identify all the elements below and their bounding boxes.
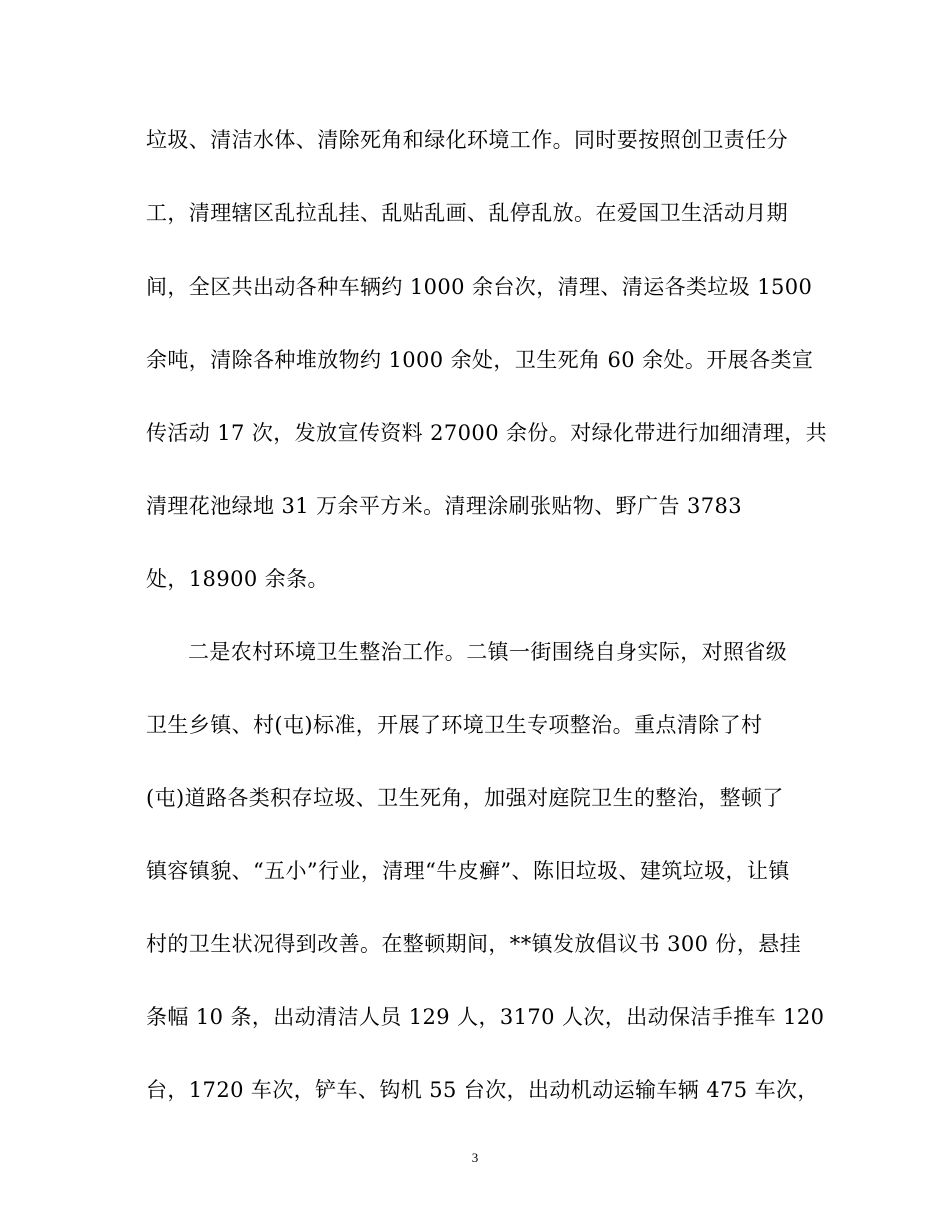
text-line: 间，全区共出动各种车辆约 1000 余台次，清理、清运各类垃圾 1500 [146,275,813,299]
text-line: 条幅 10 条，出动清洁人员 129 人，3170 人次，出动保洁手推车 120 [146,1005,825,1029]
text-line: 工，清理辖区乱拉乱挂、乱贴乱画、乱停乱放。在爱国卫生活动月期 [146,201,788,225]
text-line: 余吨，清除各种堆放物约 1000 余处，卫生死角 60 余处。开展各类宣 [146,348,814,372]
text-line: (屯)道路各类积存垃圾、卫生死角，加强对庭院卫生的整治，整顿了 [146,786,784,810]
text-line: 处，18900 余条。 [146,567,329,591]
paragraph-first-line: 二是农村环境卫生整治工作。二镇一街围绕自身实际，对照省级 [188,640,788,664]
text-line: 传活动 17 次，发放宣传资料 27000 余份。对绿化带进行加细清理，共 [146,421,828,445]
page-number: 3 [471,1150,479,1165]
text-line: 卫生乡镇、村(屯)标准，开展了环境卫生专项整治。重点清除了村 [146,713,763,737]
text-line: 清理花池绿地 31 万余平方米。清理涂刷张贴物、野广告 3783 [146,494,742,518]
text-line: 镇容镇貌、“五小”行业，清理“牛皮癣”、陈旧垃圾、建筑垃圾，让镇 [146,859,790,883]
text-line: 台，1720 车次，铲车、钩机 55 台次，出动机动运输车辆 475 车次， [146,1078,819,1102]
text-line: 村的卫生状况得到改善。在整顿期间，**镇发放倡议书 300 份，悬挂 [146,932,802,956]
text-line: 垃圾、清洁水体、清除死角和绿化环境工作。同时要按照创卫责任分 [146,128,788,152]
